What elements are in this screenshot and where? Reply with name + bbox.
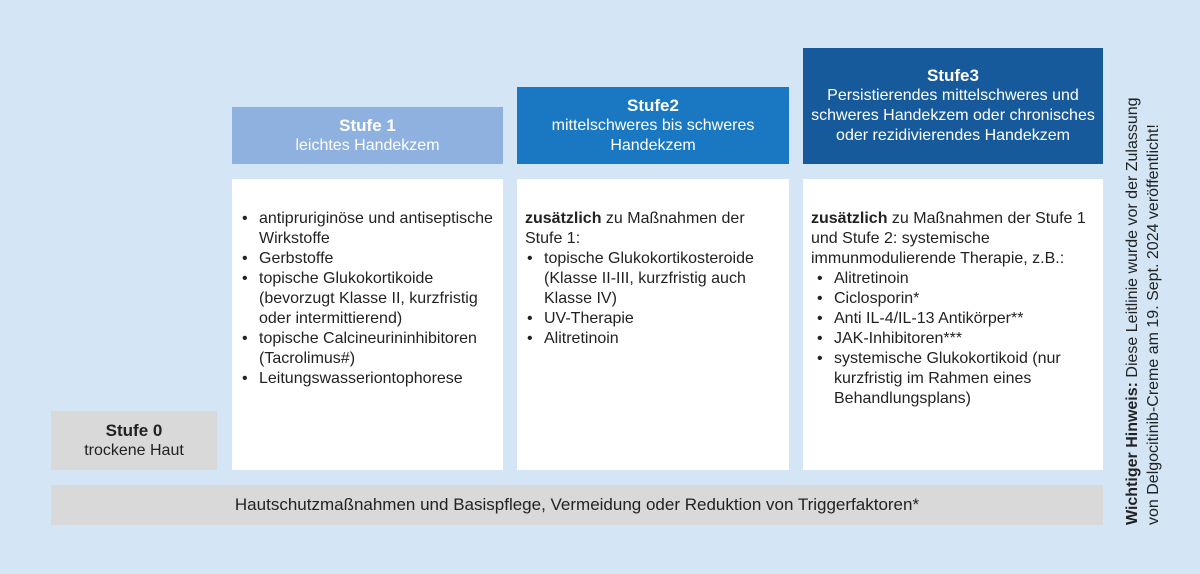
stufe2-title: Stufe2 xyxy=(627,95,679,115)
stufe3-title: Stufe3 xyxy=(927,66,979,85)
stufe0-title: Stufe 0 xyxy=(105,420,163,440)
list-item: • JAK-Inhibitoren*** xyxy=(815,329,1095,349)
stufe3-content xyxy=(803,179,1103,470)
list-item: • topische Glukokortikoide (bevorzugt Klasse II, kurzfristig oder intermittierend) xyxy=(240,269,495,329)
stufe2-subtitle: mittelschweres bis schweres Handekzem xyxy=(551,116,755,154)
base-text: Hautschutzmaßnahmen und Basispflege, Vermeidung oder Reduktion von Triggerfaktoren* xyxy=(234,495,920,514)
stufe1-title: Stufe 1 xyxy=(339,115,396,135)
base-bar xyxy=(51,485,1103,525)
stufe0-subtitle: trockene Haut xyxy=(84,441,184,459)
list-item: • Anti IL-4/IL-13 Antikörper** xyxy=(815,309,1095,329)
stufe2-intro xyxy=(525,209,781,249)
list-item: • Alitretinoin xyxy=(525,329,781,349)
stufe3-list xyxy=(811,269,1095,409)
stufe3-intro xyxy=(811,209,1095,269)
list-item: • UV-Therapie xyxy=(525,309,781,329)
stufe2-content xyxy=(517,179,789,470)
stufe3-header xyxy=(803,48,1103,164)
list-item: • antipruriginöse und antiseptische Wirkstoffe xyxy=(240,209,495,249)
list-item: • systemische Glukokortikoid (nur kurzfristig im Rahmen eines Behandlungsplans) xyxy=(815,349,1095,409)
list-item: • Leitungswasseriontophorese xyxy=(240,369,495,389)
note-line1 xyxy=(1122,47,1143,525)
stufe0-box xyxy=(51,411,217,470)
list-item: • topische Calcineurininhibitoren (Tacrolimus#) xyxy=(240,329,495,369)
stufe1-subtitle: leichtes Handekzem xyxy=(295,136,440,154)
important-note xyxy=(1114,47,1172,525)
stufe2-list xyxy=(525,249,781,349)
intro-text: zu Maßnahmen der Stufe 1: xyxy=(525,210,745,247)
note-line1-rest: Diese Leitlinie wurde vor der Zulassung xyxy=(1124,97,1141,383)
note-text xyxy=(1114,47,1172,525)
list-item: • topische Glukokortikosteroide (Klasse II-III, kurzfristig auch Klasse IV) xyxy=(525,249,781,309)
stufe1-list xyxy=(240,209,495,389)
note-bold: Wichtiger Hinweis: xyxy=(1124,382,1141,525)
intro-bold: zusätzlich xyxy=(525,210,602,227)
stufe2-header xyxy=(517,87,789,164)
list-item: • Gerbstoffe xyxy=(240,249,495,269)
list-item: • Alitretinoin xyxy=(815,269,1095,289)
stufe1-content xyxy=(232,179,503,470)
intro-bold: zusätzlich xyxy=(811,210,888,227)
stufe1-header xyxy=(232,107,503,164)
stufe3-subtitle: Persistierendes mittelschweres und schweres Handekzem oder chronisches oder rezidivierendes Handekzem xyxy=(811,87,1095,144)
note-line2: von Delgocitinib-Creme am 19. Sept. 2024 veröffentlicht! xyxy=(1145,124,1162,525)
intro-text: zu Maßnahmen der Stufe 1 und Stufe 2: systemische immunmodulierende Therapie, z.B.: xyxy=(811,210,1086,267)
list-item: • Ciclosporin* xyxy=(815,289,1095,309)
